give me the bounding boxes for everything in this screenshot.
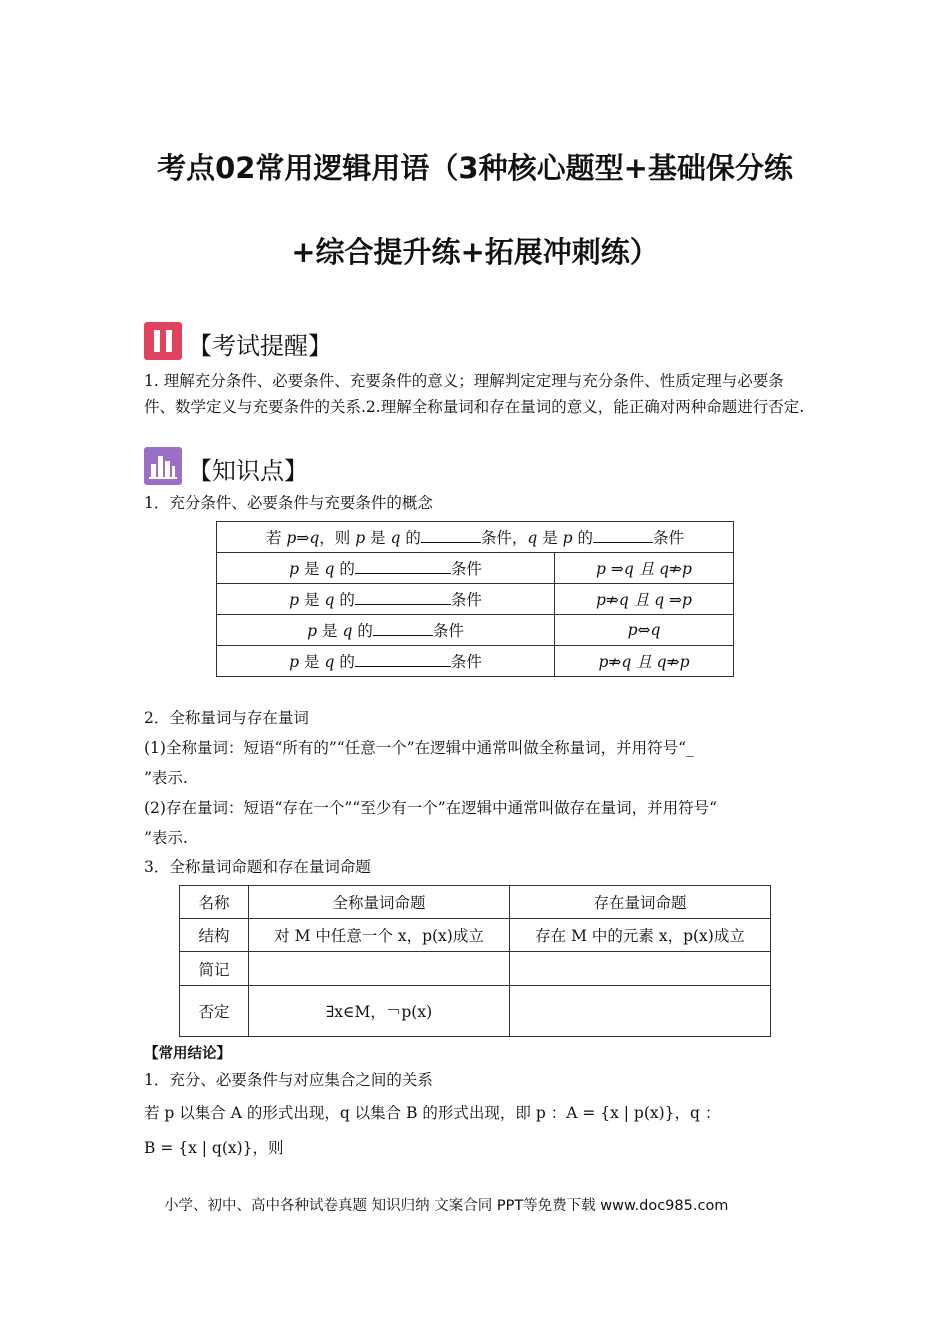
table-cell: 存在 M 中的元素 x，p(x)成立	[510, 919, 771, 952]
fill-blank	[593, 528, 653, 543]
section-exam-title: 【考试提醒】	[188, 332, 332, 360]
table-cell: 简记	[180, 952, 249, 986]
table-row	[217, 615, 734, 646]
conclusion-item-1: 1．充分、必要条件与对应集合之间的关系	[144, 1071, 433, 1089]
table-cell	[510, 986, 771, 1037]
table-row	[180, 952, 771, 986]
section-exam-text: 1. 理解充分条件、必要条件、充要条件的意义；理解判定定理与充分条件、性质定理与必要条件、数学定义与充要条件的关系.2.理解全称量词和存在量词的意义，能正确对两种命题进行否定.	[144, 372, 805, 416]
fill-blank	[355, 559, 451, 574]
table-header-row	[180, 886, 771, 919]
section-exam-header	[144, 318, 332, 360]
table-row	[180, 919, 771, 952]
page-title-line1: 考点02常用逻辑用语（3种核心题型+基础保分练	[157, 151, 793, 185]
concept-table-header: 若 p⇒q，则 p 是 q 的 条件，q 是 p 的 条件	[217, 522, 734, 553]
fill-blank	[355, 652, 451, 667]
table-cell	[249, 952, 510, 986]
bar-chart-icon	[144, 447, 182, 485]
table-row	[217, 584, 734, 615]
section-knowledge-title: 【知识点】	[188, 457, 308, 485]
fill-blank	[355, 590, 451, 605]
page-title-line2: +综合提升练+拓展冲刺练）	[291, 235, 659, 269]
fill-blank	[373, 621, 433, 636]
table-header-cell: 名称	[180, 886, 249, 919]
table-row	[217, 646, 734, 677]
item-2-2-line1: (2)存在量词：短语“存在一个”“至少有一个”在逻辑中通常叫做存在量词，并用符号“	[144, 799, 718, 817]
table-header-cell: 存在量词命题	[510, 886, 771, 919]
table-row	[180, 986, 771, 1037]
table-cell: p⇏q 且 q ⇒p	[555, 584, 734, 615]
concept-table-header-row	[217, 522, 734, 553]
fill-blank	[421, 528, 481, 543]
item-2-heading: 2．全称量词与存在量词	[144, 709, 309, 727]
item-3-heading: 3．全称量词命题和存在量词命题	[144, 858, 371, 876]
item-1-heading: 1．充分条件、必要条件与充要条件的概念	[144, 494, 433, 512]
table-cell: p 是 q 的 条件	[217, 646, 555, 677]
table-cell: p⇏q 且 q⇏p	[555, 646, 734, 677]
item-2-1-line2: ”表示.	[144, 769, 188, 787]
table-cell: ∃x∈M，￢p(x)	[249, 986, 510, 1037]
section-knowledge-header	[144, 443, 308, 485]
table-cell: 对 M 中任意一个 x，p(x)成立	[249, 919, 510, 952]
item-2-1-line1: (1)全称量词：短语“所有的”“任意一个”在逻辑中通常叫做全称量词，并用符号“_	[144, 739, 694, 757]
page-footer: 小学、初中、高中各种试卷真题 知识归纳 文案合同 PPT等免费下载 www.doc985.com	[164, 1198, 729, 1214]
table-cell	[510, 952, 771, 986]
pause-bars-icon	[144, 322, 182, 360]
conclusion-text-line2: B = {x | q(x)}，则	[144, 1139, 284, 1157]
table-cell: p 是 q 的 条件	[217, 584, 555, 615]
table-cell: p 是 q 的 条件	[217, 553, 555, 584]
table-cell: p⇔q	[555, 615, 734, 646]
quantifier-table	[179, 885, 771, 1037]
table-cell: p 是 q 的 条件	[217, 615, 555, 646]
conclusion-text-line1: 若 p 以集合 A 的形式出现，q 以集合 B 的形式出现，即 p ：A = {x | p(x)}，q ：	[144, 1104, 721, 1122]
conclusion-heading: 【常用结论】	[144, 1046, 231, 1062]
table-cell: 结构	[180, 919, 249, 952]
table-cell: 否定	[180, 986, 249, 1037]
table-header-cell: 全称量词命题	[249, 886, 510, 919]
concept-table	[216, 521, 734, 677]
table-row	[217, 553, 734, 584]
table-cell: p ⇒q 且 q⇏p	[555, 553, 734, 584]
item-2-2-line2: ”表示.	[144, 829, 188, 847]
